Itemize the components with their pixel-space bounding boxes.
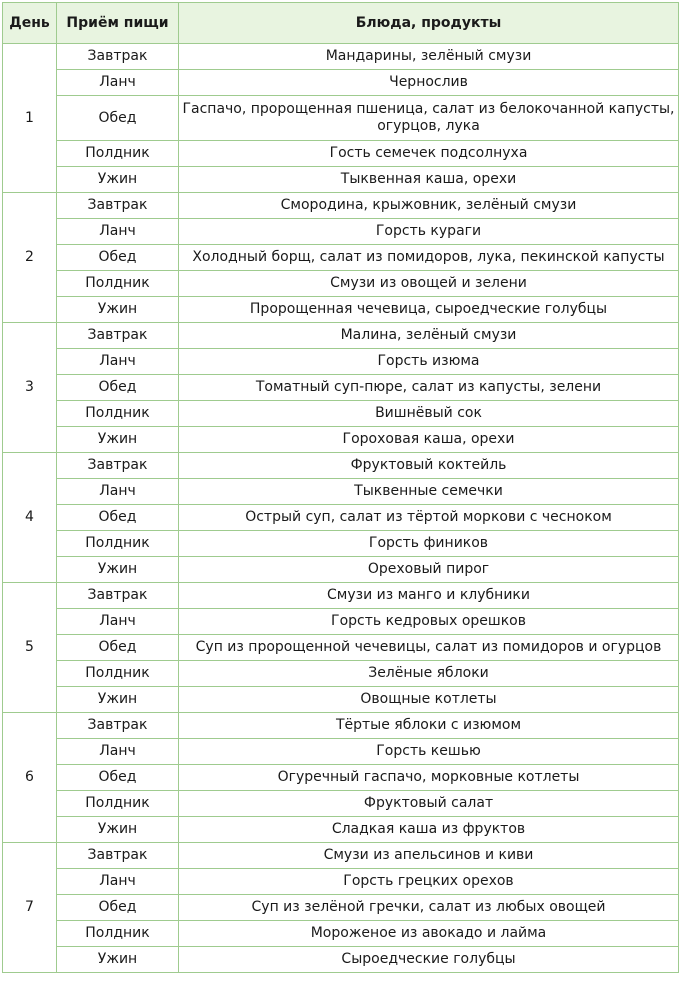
meal-cell: Полдник (57, 141, 179, 167)
day-number-cell: 5 (3, 583, 57, 713)
meal-cell: Ланч (57, 869, 179, 895)
table-row (3, 687, 679, 713)
table-row (3, 479, 679, 505)
meal-cell: Полдник (57, 401, 179, 427)
table-row (3, 531, 679, 557)
meal-cell: Ужин (57, 427, 179, 453)
dishes-cell: Гаспачо, пророщенная пшеница, салат из белокочанной капусты, огурцов, лука (179, 96, 679, 141)
meal-cell: Завтрак (57, 583, 179, 609)
dishes-cell: Смузи из овощей и зелени (179, 271, 679, 297)
header-day: День (3, 3, 57, 44)
table-row (3, 375, 679, 401)
table-row (3, 96, 679, 141)
table-row (3, 141, 679, 167)
dishes-cell: Малина, зелёный смузи (179, 323, 679, 349)
table-row (3, 817, 679, 843)
table-row (3, 869, 679, 895)
table-row (3, 271, 679, 297)
day-number-cell: 6 (3, 713, 57, 843)
table-row (3, 323, 679, 349)
dishes-cell: Тёртые яблоки с изюмом (179, 713, 679, 739)
dishes-cell: Тыквенная каша, орехи (179, 167, 679, 193)
dishes-cell: Пророщенная чечевица, сыроедческие голубцы (179, 297, 679, 323)
meal-cell: Завтрак (57, 453, 179, 479)
meal-cell: Завтрак (57, 713, 179, 739)
day-number-cell: 3 (3, 323, 57, 453)
dishes-cell: Огуречный гаспачо, морковные котлеты (179, 765, 679, 791)
table-row (3, 245, 679, 271)
table-row (3, 661, 679, 687)
meal-cell: Полдник (57, 921, 179, 947)
dishes-cell: Гость семечек подсолнуха (179, 141, 679, 167)
meal-cell: Обед (57, 635, 179, 661)
dishes-cell: Томатный суп-пюре, салат из капусты, зелени (179, 375, 679, 401)
table-row (3, 583, 679, 609)
dishes-cell: Зелёные яблоки (179, 661, 679, 687)
dishes-cell: Тыквенные семечки (179, 479, 679, 505)
table-row (3, 401, 679, 427)
meal-cell: Завтрак (57, 44, 179, 70)
table-row (3, 739, 679, 765)
meal-cell: Ланч (57, 219, 179, 245)
table-row (3, 557, 679, 583)
dishes-cell: Суп из зелёной гречки, салат из любых овощей (179, 895, 679, 921)
meal-cell: Обед (57, 505, 179, 531)
dishes-cell: Мандарины, зелёный смузи (179, 44, 679, 70)
day-number-cell: 4 (3, 453, 57, 583)
dishes-cell: Горсть изюма (179, 349, 679, 375)
meal-cell: Ужин (57, 687, 179, 713)
meal-cell: Обед (57, 765, 179, 791)
day-number-cell: 2 (3, 193, 57, 323)
table-row (3, 297, 679, 323)
dishes-cell: Ореховый пирог (179, 557, 679, 583)
dishes-cell: Фруктовый салат (179, 791, 679, 817)
table-row (3, 921, 679, 947)
meal-cell: Обед (57, 96, 179, 141)
table-row (3, 895, 679, 921)
table-row (3, 713, 679, 739)
meal-cell: Ужин (57, 167, 179, 193)
meal-cell: Ланч (57, 479, 179, 505)
table-body (3, 44, 679, 973)
meal-plan-table (2, 2, 679, 973)
meal-cell: Полдник (57, 271, 179, 297)
meal-plan-container (2, 2, 679, 973)
table-row (3, 791, 679, 817)
header-meal: Приём пищи (57, 3, 179, 44)
meal-cell: Ланч (57, 349, 179, 375)
meal-cell: Ужин (57, 297, 179, 323)
meal-cell: Ланч (57, 609, 179, 635)
dishes-cell: Сладкая каша из фруктов (179, 817, 679, 843)
dishes-cell: Вишнёвый сок (179, 401, 679, 427)
table-row (3, 219, 679, 245)
dishes-cell: Смузи из апельсинов и киви (179, 843, 679, 869)
day-number-cell: 7 (3, 843, 57, 973)
table-row (3, 193, 679, 219)
table-row (3, 44, 679, 70)
table-row (3, 453, 679, 479)
meal-cell: Завтрак (57, 843, 179, 869)
dishes-cell: Гороховая каша, орехи (179, 427, 679, 453)
table-row (3, 505, 679, 531)
dishes-cell: Овощные котлеты (179, 687, 679, 713)
meal-cell: Завтрак (57, 323, 179, 349)
table-row (3, 635, 679, 661)
table-row (3, 70, 679, 96)
meal-cell: Ланч (57, 739, 179, 765)
table-row (3, 167, 679, 193)
dishes-cell: Острый суп, салат из тёртой моркови с чесноком (179, 505, 679, 531)
meal-cell: Ланч (57, 70, 179, 96)
dishes-cell: Горсть кедровых орешков (179, 609, 679, 635)
table-row (3, 427, 679, 453)
dishes-cell: Мороженое из авокадо и лайма (179, 921, 679, 947)
meal-cell: Полдник (57, 531, 179, 557)
dishes-cell: Смородина, крыжовник, зелёный смузи (179, 193, 679, 219)
header-dishes: Блюда, продукты (179, 3, 679, 44)
meal-cell: Обед (57, 375, 179, 401)
dishes-cell: Горсть фиников (179, 531, 679, 557)
dishes-cell: Чернослив (179, 70, 679, 96)
table-row (3, 947, 679, 973)
table-row (3, 765, 679, 791)
header-row (3, 3, 679, 44)
meal-cell: Ужин (57, 817, 179, 843)
meal-cell: Обед (57, 245, 179, 271)
dishes-cell: Суп из пророщенной чечевицы, салат из помидоров и огурцов (179, 635, 679, 661)
meal-cell: Полдник (57, 791, 179, 817)
dishes-cell: Горсть грецких орехов (179, 869, 679, 895)
table-row (3, 609, 679, 635)
dishes-cell: Сыроедческие голубцы (179, 947, 679, 973)
day-number-cell: 1 (3, 44, 57, 193)
dishes-cell: Горсть кураги (179, 219, 679, 245)
table-row (3, 843, 679, 869)
dishes-cell: Горсть кешью (179, 739, 679, 765)
dishes-cell: Холодный борщ, салат из помидоров, лука, пекинской капусты (179, 245, 679, 271)
meal-cell: Полдник (57, 661, 179, 687)
meal-cell: Ужин (57, 947, 179, 973)
meal-cell: Обед (57, 895, 179, 921)
dishes-cell: Смузи из манго и клубники (179, 583, 679, 609)
dishes-cell: Фруктовый коктейль (179, 453, 679, 479)
meal-cell: Завтрак (57, 193, 179, 219)
table-row (3, 349, 679, 375)
meal-cell: Ужин (57, 557, 179, 583)
